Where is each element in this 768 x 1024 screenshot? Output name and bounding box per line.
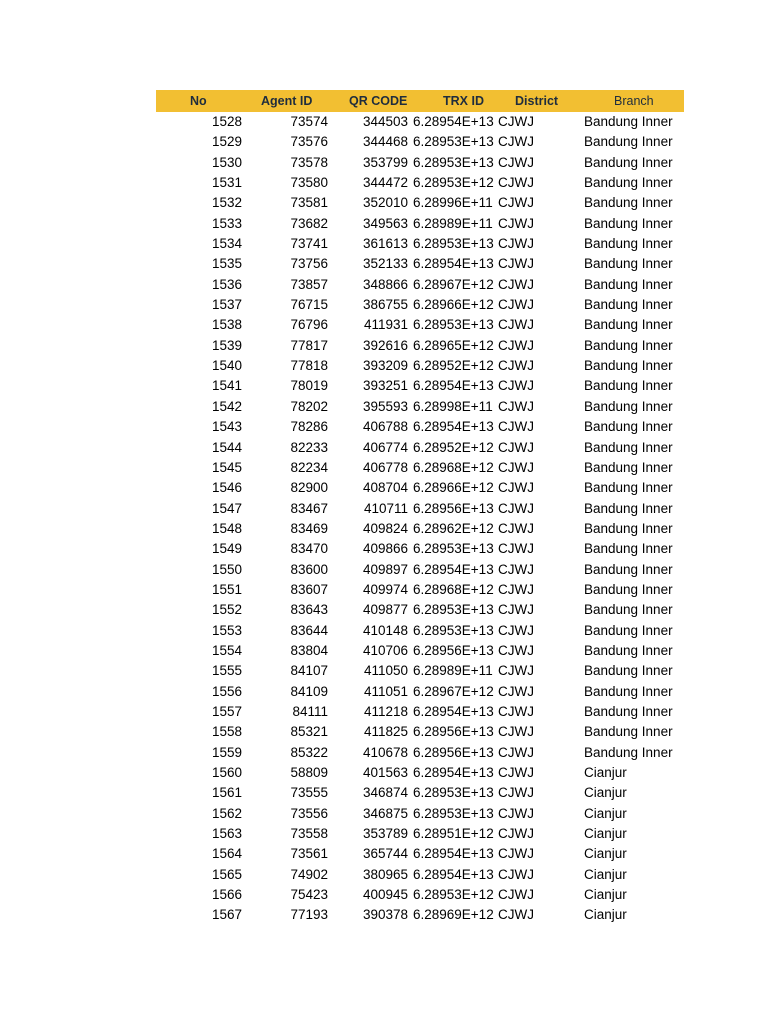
table-header-row <box>156 90 684 112</box>
cell-branch: Bandung Inner <box>584 561 673 577</box>
cell-no: 1540 <box>211 358 242 374</box>
header-branch: Branch <box>614 94 654 108</box>
cell-trx-id: 6.28954E+13 <box>413 703 494 719</box>
cell-trx-id: 6.28968E+12 <box>413 581 494 597</box>
cell-agent-id: 58809 <box>290 765 328 780</box>
cell-no: 1535 <box>211 256 242 272</box>
cell-agent-id: 85321 <box>290 724 328 740</box>
table-row <box>156 275 684 295</box>
cell-branch: Bandung Inner <box>584 215 673 231</box>
cell-trx-id: 6.28953E+13 <box>413 236 494 252</box>
cell-no: 1542 <box>211 398 242 414</box>
cell-district: CJWJ <box>498 419 534 435</box>
cell-trx-id: 6.28956E+13 <box>413 500 494 516</box>
cell-no: 1554 <box>211 642 242 658</box>
cell-district: CJWJ <box>498 846 534 862</box>
cell-district: CJWJ <box>498 561 534 577</box>
cell-qr-code: 393251 <box>362 378 408 394</box>
cell-no: 1559 <box>211 744 242 760</box>
cell-no: 1531 <box>211 175 242 191</box>
cell-trx-id: 6.28966E+12 <box>413 297 494 313</box>
cell-district: CJWJ <box>498 154 534 170</box>
cell-trx-id: 6.28954E+13 <box>413 866 494 882</box>
cell-qr-code: 411051 <box>363 683 408 699</box>
cell-trx-id: 6.28953E+13 <box>413 134 494 150</box>
table-row <box>156 153 684 173</box>
cell-qr-code: 410148 <box>362 622 408 638</box>
cell-trx-id: 6.28956E+13 <box>413 744 494 760</box>
cell-branch: Bandung Inner <box>584 317 673 333</box>
cell-district: CJWJ <box>498 256 534 272</box>
table-row <box>156 600 684 620</box>
cell-branch: Cianjur <box>584 765 627 780</box>
cell-trx-id: 6.28954E+13 <box>413 765 494 780</box>
cell-trx-id: 6.28953E+12 <box>413 175 494 191</box>
cell-district: CJWJ <box>498 703 534 719</box>
cell-branch: Bandung Inner <box>584 439 673 455</box>
cell-no: 1538 <box>211 317 242 333</box>
cell-agent-id: 83607 <box>290 581 328 597</box>
cell-qr-code: 349563 <box>362 215 408 231</box>
cell-branch: Bandung Inner <box>584 337 673 353</box>
cell-no: 1553 <box>211 622 242 638</box>
cell-trx-id: 6.28953E+13 <box>413 622 494 638</box>
cell-branch: Bandung Inner <box>584 724 673 740</box>
cell-no: 1543 <box>211 419 242 435</box>
cell-district: CJWJ <box>498 195 534 211</box>
cell-trx-id: 6.28952E+12 <box>413 439 494 455</box>
cell-trx-id: 6.28966E+12 <box>413 480 494 496</box>
cell-qr-code: 353789 <box>362 826 408 842</box>
cell-agent-id: 83469 <box>290 520 328 536</box>
cell-no: 1556 <box>211 683 242 699</box>
table-row <box>156 783 684 803</box>
table-row <box>156 214 684 234</box>
cell-branch: Bandung Inner <box>584 256 673 272</box>
table-row <box>156 112 684 132</box>
cell-qr-code: 411931 <box>363 317 408 333</box>
cell-qr-code: 348866 <box>362 276 408 292</box>
cell-branch: Cianjur <box>584 866 627 882</box>
table-row <box>156 743 684 763</box>
cell-agent-id: 78286 <box>290 419 328 435</box>
cell-agent-id: 83467 <box>290 500 328 516</box>
cell-agent-id: 83804 <box>290 642 328 658</box>
cell-qr-code: 346875 <box>362 805 408 821</box>
cell-no: 1563 <box>211 826 242 842</box>
cell-branch: Bandung Inner <box>584 195 673 211</box>
cell-branch: Bandung Inner <box>584 541 673 557</box>
cell-qr-code: 344503 <box>362 114 408 129</box>
cell-agent-id: 75423 <box>290 887 328 903</box>
table-row <box>156 193 684 213</box>
cell-trx-id: 6.28951E+12 <box>413 826 494 842</box>
cell-no: 1558 <box>211 724 242 740</box>
cell-trx-id: 6.28954E+13 <box>413 561 494 577</box>
cell-trx-id: 6.28967E+12 <box>413 276 494 292</box>
cell-qr-code: 409866 <box>362 541 408 557</box>
cell-qr-code: 406774 <box>362 439 408 455</box>
cell-trx-id: 6.28953E+13 <box>413 154 494 170</box>
cell-agent-id: 73561 <box>290 846 328 862</box>
cell-qr-code: 401563 <box>362 765 408 780</box>
cell-district: CJWJ <box>498 276 534 292</box>
cell-qr-code: 392616 <box>362 337 408 353</box>
cell-agent-id: 84111 <box>292 703 328 719</box>
cell-qr-code: 346874 <box>362 785 408 801</box>
cell-no: 1564 <box>211 846 242 862</box>
table-row <box>156 844 684 864</box>
cell-agent-id: 73581 <box>290 195 328 211</box>
cell-agent-id: 73558 <box>290 826 328 842</box>
cell-no: 1537 <box>211 297 242 313</box>
cell-district: CJWJ <box>498 439 534 455</box>
cell-no: 1550 <box>211 561 242 577</box>
cell-qr-code: 344468 <box>362 134 408 150</box>
cell-branch: Bandung Inner <box>584 398 673 414</box>
cell-trx-id: 6.28954E+13 <box>413 256 494 272</box>
cell-district: CJWJ <box>498 744 534 760</box>
cell-district: CJWJ <box>498 500 534 516</box>
cell-no: 1532 <box>211 195 242 211</box>
cell-qr-code: 395593 <box>362 398 408 414</box>
table-row <box>156 560 684 580</box>
cell-qr-code: 352133 <box>362 256 408 272</box>
cell-trx-id: 6.28989E+11 <box>413 663 493 679</box>
cell-agent-id: 84107 <box>290 663 328 679</box>
cell-district: CJWJ <box>498 602 534 618</box>
cell-agent-id: 83644 <box>290 622 328 638</box>
cell-qr-code: 380965 <box>362 866 408 882</box>
cell-district: CJWJ <box>498 134 534 150</box>
cell-district: CJWJ <box>498 175 534 191</box>
cell-no: 1529 <box>211 134 242 150</box>
cell-agent-id: 73555 <box>290 785 328 801</box>
cell-branch: Cianjur <box>584 805 627 821</box>
cell-district: CJWJ <box>498 581 534 597</box>
cell-agent-id: 82900 <box>290 480 328 496</box>
cell-agent-id: 77817 <box>290 337 328 353</box>
cell-qr-code: 410706 <box>362 642 408 658</box>
cell-qr-code: 400945 <box>362 887 408 903</box>
cell-agent-id: 82234 <box>290 459 328 475</box>
cell-trx-id: 6.28953E+13 <box>413 541 494 557</box>
header-trx-id: TRX ID <box>443 94 484 108</box>
cell-trx-id: 6.28954E+13 <box>413 114 494 129</box>
cell-district: CJWJ <box>498 805 534 821</box>
cell-qr-code: 390378 <box>362 907 408 923</box>
cell-agent-id: 73580 <box>290 175 328 191</box>
cell-district: CJWJ <box>498 785 534 801</box>
cell-agent-id: 73576 <box>290 134 328 150</box>
cell-agent-id: 74902 <box>290 866 328 882</box>
cell-no: 1548 <box>211 520 242 536</box>
table-row <box>156 438 684 458</box>
cell-trx-id: 6.28996E+11 <box>413 195 493 211</box>
cell-branch: Cianjur <box>584 907 627 923</box>
cell-trx-id: 6.28989E+11 <box>413 215 493 231</box>
table-row <box>156 234 684 254</box>
spreadsheet-table <box>156 90 684 926</box>
cell-agent-id: 73578 <box>290 154 328 170</box>
cell-branch: Bandung Inner <box>584 703 673 719</box>
table-row <box>156 397 684 417</box>
cell-district: CJWJ <box>498 358 534 374</box>
cell-district: CJWJ <box>498 398 534 414</box>
cell-district: CJWJ <box>498 378 534 394</box>
cell-district: CJWJ <box>498 114 534 129</box>
cell-district: CJWJ <box>498 663 534 679</box>
cell-agent-id: 73741 <box>290 236 328 252</box>
table-row <box>156 763 684 783</box>
cell-no: 1536 <box>211 276 242 292</box>
cell-branch: Bandung Inner <box>584 134 673 150</box>
cell-agent-id: 73756 <box>290 256 328 272</box>
cell-district: CJWJ <box>498 866 534 882</box>
table-row <box>156 885 684 905</box>
cell-agent-id: 83643 <box>290 602 328 618</box>
cell-branch: Bandung Inner <box>584 459 673 475</box>
cell-no: 1534 <box>211 236 242 252</box>
cell-branch: Bandung Inner <box>584 642 673 658</box>
cell-no: 1539 <box>211 337 242 353</box>
table-row <box>156 315 684 335</box>
cell-trx-id: 6.28954E+13 <box>413 846 494 862</box>
cell-trx-id: 6.28967E+12 <box>413 683 494 699</box>
cell-qr-code: 410711 <box>363 500 408 516</box>
cell-qr-code: 393209 <box>362 358 408 374</box>
cell-no: 1557 <box>211 703 242 719</box>
cell-qr-code: 411825 <box>363 724 408 740</box>
table-row <box>156 499 684 519</box>
cell-branch: Bandung Inner <box>584 378 673 394</box>
table-row <box>156 519 684 539</box>
cell-district: CJWJ <box>498 887 534 903</box>
table-row <box>156 295 684 315</box>
cell-qr-code: 410678 <box>362 744 408 760</box>
cell-trx-id: 6.28953E+13 <box>413 805 494 821</box>
cell-qr-code: 411050 <box>363 663 408 679</box>
cell-branch: Cianjur <box>584 826 627 842</box>
cell-agent-id: 73857 <box>290 276 328 292</box>
table-body <box>156 112 684 926</box>
cell-no: 1561 <box>211 785 242 801</box>
cell-no: 1533 <box>211 215 242 231</box>
cell-trx-id: 6.28965E+12 <box>413 337 494 353</box>
cell-district: CJWJ <box>498 215 534 231</box>
cell-trx-id: 6.28956E+13 <box>413 642 494 658</box>
table-row <box>156 417 684 437</box>
cell-district: CJWJ <box>498 622 534 638</box>
cell-district: CJWJ <box>498 907 534 923</box>
cell-agent-id: 73682 <box>290 215 328 231</box>
cell-branch: Bandung Inner <box>584 276 673 292</box>
cell-trx-id: 6.28962E+12 <box>413 520 494 536</box>
cell-agent-id: 83470 <box>290 541 328 557</box>
cell-agent-id: 76715 <box>290 297 328 313</box>
table-row <box>156 336 684 356</box>
cell-trx-id: 6.28953E+12 <box>413 887 494 903</box>
cell-agent-id: 77818 <box>290 358 328 374</box>
cell-branch: Bandung Inner <box>584 744 673 760</box>
cell-qr-code: 408704 <box>362 480 408 496</box>
cell-district: CJWJ <box>498 236 534 252</box>
cell-district: CJWJ <box>498 826 534 842</box>
table-row <box>156 173 684 193</box>
cell-qr-code: 353799 <box>362 154 408 170</box>
cell-branch: Bandung Inner <box>584 602 673 618</box>
cell-trx-id: 6.28956E+13 <box>413 724 494 740</box>
cell-branch: Bandung Inner <box>584 622 673 638</box>
cell-no: 1541 <box>211 378 242 394</box>
cell-qr-code: 344472 <box>362 175 408 191</box>
cell-trx-id: 6.28968E+12 <box>413 459 494 475</box>
header-no: No <box>190 94 207 108</box>
cell-agent-id: 73574 <box>290 114 328 129</box>
table-row <box>156 702 684 722</box>
table-row <box>156 824 684 844</box>
cell-no: 1560 <box>211 765 242 780</box>
cell-qr-code: 352010 <box>362 195 408 211</box>
cell-district: CJWJ <box>498 683 534 699</box>
cell-branch: Bandung Inner <box>584 236 673 252</box>
cell-trx-id: 6.28954E+13 <box>413 419 494 435</box>
cell-branch: Bandung Inner <box>584 114 673 129</box>
table-row <box>156 356 684 376</box>
cell-branch: Bandung Inner <box>584 500 673 516</box>
cell-trx-id: 6.28954E+13 <box>413 378 494 394</box>
cell-trx-id: 6.28998E+11 <box>413 398 493 414</box>
cell-trx-id: 6.28953E+13 <box>413 317 494 333</box>
header-agent-id: Agent ID <box>261 94 313 108</box>
cell-district: CJWJ <box>498 317 534 333</box>
cell-no: 1555 <box>211 663 242 679</box>
cell-agent-id: 82233 <box>290 439 328 455</box>
cell-district: CJWJ <box>498 480 534 496</box>
cell-agent-id: 84109 <box>290 683 328 699</box>
table-row <box>156 722 684 742</box>
cell-trx-id: 6.28969E+12 <box>413 907 494 923</box>
cell-branch: Bandung Inner <box>584 683 673 699</box>
cell-branch: Bandung Inner <box>584 419 673 435</box>
table-row <box>156 254 684 274</box>
cell-no: 1552 <box>211 602 242 618</box>
table-row <box>156 905 684 925</box>
cell-no: 1551 <box>211 581 242 597</box>
cell-no: 1544 <box>211 439 242 455</box>
cell-qr-code: 406778 <box>362 459 408 475</box>
cell-branch: Bandung Inner <box>584 663 673 679</box>
cell-district: CJWJ <box>498 765 534 780</box>
table-row <box>156 539 684 559</box>
header-qr-code: QR CODE <box>349 94 408 108</box>
cell-branch: Bandung Inner <box>584 520 673 536</box>
cell-no: 1549 <box>211 541 242 557</box>
cell-branch: Bandung Inner <box>584 154 673 170</box>
cell-branch: Bandung Inner <box>584 175 673 191</box>
cell-branch: Bandung Inner <box>584 297 673 313</box>
cell-district: CJWJ <box>498 459 534 475</box>
table-row <box>156 376 684 396</box>
cell-qr-code: 365744 <box>362 846 408 862</box>
table-row <box>156 132 684 152</box>
cell-no: 1545 <box>211 459 242 475</box>
table-row <box>156 661 684 681</box>
cell-district: CJWJ <box>498 337 534 353</box>
cell-branch: Cianjur <box>584 887 627 903</box>
cell-branch: Bandung Inner <box>584 480 673 496</box>
cell-no: 1530 <box>211 154 242 170</box>
cell-qr-code: 409974 <box>362 581 408 597</box>
cell-district: CJWJ <box>498 520 534 536</box>
cell-no: 1566 <box>211 887 242 903</box>
cell-branch: Bandung Inner <box>584 358 673 374</box>
table-row <box>156 478 684 498</box>
cell-agent-id: 77193 <box>290 907 328 923</box>
table-row <box>156 580 684 600</box>
cell-no: 1546 <box>211 480 242 496</box>
header-district: District <box>515 94 559 108</box>
cell-branch: Cianjur <box>584 785 627 801</box>
cell-no: 1567 <box>211 907 242 923</box>
table-row <box>156 641 684 661</box>
cell-qr-code: 386755 <box>362 297 408 313</box>
cell-no: 1547 <box>211 500 242 516</box>
cell-agent-id: 78019 <box>290 378 328 394</box>
table-row <box>156 458 684 478</box>
cell-agent-id: 83600 <box>290 561 328 577</box>
table-row <box>156 682 684 702</box>
cell-qr-code: 361613 <box>362 236 408 252</box>
table-row <box>156 865 684 885</box>
cell-district: CJWJ <box>498 297 534 313</box>
cell-trx-id: 6.28953E+13 <box>413 602 494 618</box>
cell-qr-code: 409824 <box>362 520 408 536</box>
table-row <box>156 804 684 824</box>
cell-agent-id: 78202 <box>290 398 328 414</box>
cell-qr-code: 409897 <box>362 561 408 577</box>
cell-branch: Bandung Inner <box>584 581 673 597</box>
cell-agent-id: 76796 <box>290 317 328 333</box>
cell-agent-id: 85322 <box>290 744 328 760</box>
cell-agent-id: 73556 <box>290 805 328 821</box>
cell-no: 1528 <box>211 114 242 129</box>
table-row <box>156 621 684 641</box>
cell-qr-code: 411218 <box>363 703 408 719</box>
cell-no: 1562 <box>211 805 242 821</box>
cell-district: CJWJ <box>498 724 534 740</box>
cell-qr-code: 406788 <box>362 419 408 435</box>
cell-branch: Cianjur <box>584 846 627 862</box>
cell-no: 1565 <box>211 866 242 882</box>
cell-district: CJWJ <box>498 541 534 557</box>
cell-qr-code: 409877 <box>362 602 408 618</box>
cell-trx-id: 6.28952E+12 <box>413 358 494 374</box>
cell-trx-id: 6.28953E+13 <box>413 785 494 801</box>
cell-district: CJWJ <box>498 642 534 658</box>
